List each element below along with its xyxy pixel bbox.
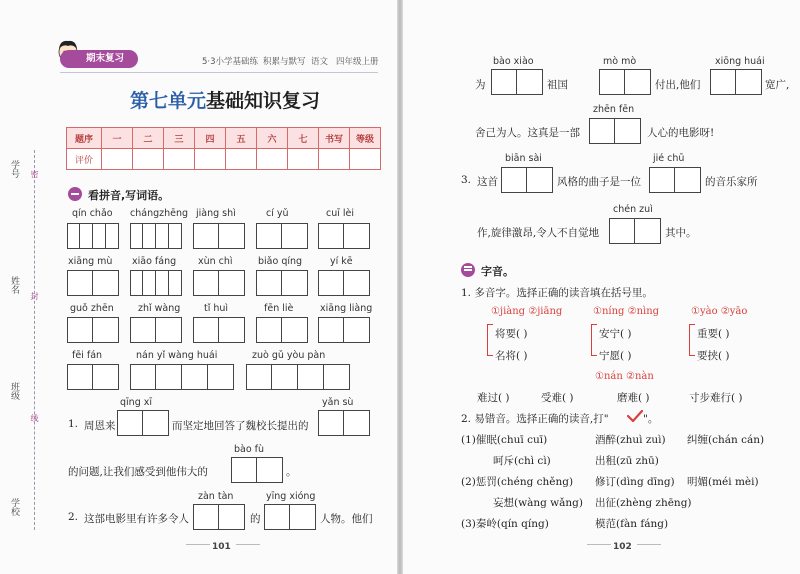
answer-boxes[interactable] <box>67 317 119 343</box>
cut-mark: 线 <box>30 414 39 422</box>
pinyin-label: nán yǐ wàng huái <box>136 350 218 361</box>
question-number: 1. <box>68 418 79 430</box>
answer-boxes[interactable] <box>599 69 651 95</box>
page-number-bar <box>587 544 611 545</box>
question-text: 2. 易错音。选择正确的读音,打" <box>461 413 609 425</box>
pronunciation-choice[interactable]: 呵斥(chì cì) <box>493 455 551 467</box>
score-input-cell[interactable] <box>226 149 257 170</box>
pronunciation-choice[interactable]: 修订(dìng dīng) <box>595 476 675 488</box>
answer-boxes[interactable] <box>130 317 182 343</box>
answer-boxes[interactable] <box>193 223 245 249</box>
polyphone-item[interactable]: 名将( ) <box>495 350 528 362</box>
pinyin-label: fēi fán <box>72 350 103 361</box>
subject-name: 积累与默写 <box>263 57 306 67</box>
pronunciation-choice[interactable]: 出租(zū zhū) <box>595 455 659 467</box>
bracket <box>591 324 597 356</box>
section-one-title: 看拼音,写词语。 <box>88 189 170 202</box>
question-text: "。 <box>643 413 659 425</box>
sentence-text: 人物。他们 <box>320 513 373 525</box>
pronunciation-options: ①jiàng ②jiāng <box>491 306 563 317</box>
course-name: 语文 <box>311 57 329 67</box>
polyphone-item[interactable]: 难过( ) <box>477 392 510 404</box>
score-header-cell: 一 <box>102 128 133 149</box>
answer-boxes[interactable] <box>130 223 182 249</box>
polyphone-item[interactable]: 要挟( ) <box>697 350 730 362</box>
pinyin-label: bào fù <box>234 444 265 455</box>
pinyin-label: zhēn fēn <box>593 104 635 115</box>
pinyin-label: jiàng shì <box>196 208 236 219</box>
answer-boxes[interactable] <box>193 270 245 296</box>
sentence-text: 祖国 <box>547 79 568 91</box>
sentence-text: 这首 <box>477 176 498 188</box>
sentence-text: 而坚定地回答了魏校长提出的 <box>172 420 309 432</box>
sentence-text: 。 <box>286 466 297 478</box>
series-name: 5·3小学基础练 <box>202 57 259 67</box>
pinyin-label: yǎn sù <box>322 397 354 408</box>
school-label: 学校 <box>9 498 19 516</box>
polyphone-item[interactable]: 将要( ) <box>495 328 528 340</box>
sentence-text: 作,旋律激昂,令人不自觉地 <box>477 227 600 239</box>
cut-mark: 封 <box>30 292 39 300</box>
pinyin-label: xiāng liàng <box>320 303 373 314</box>
page-number-bar <box>186 544 210 545</box>
answer-boxes[interactable] <box>318 270 370 296</box>
sentence-text: 这部电影里有许多令人 <box>84 513 189 525</box>
answer-boxes[interactable] <box>589 118 641 144</box>
section-one-badge <box>68 187 82 201</box>
pinyin-label: chángzhēng <box>130 208 189 219</box>
pinyin-label: tǐ huì <box>204 303 229 314</box>
student-info-sidebar <box>0 0 46 574</box>
score-input-cell[interactable] <box>195 149 226 170</box>
sentence-text: 风格的曲子是一位 <box>557 176 641 188</box>
score-input-cell[interactable] <box>319 149 350 170</box>
page-number: 101 <box>212 542 231 552</box>
student-id-label: 学号 <box>9 160 19 178</box>
pinyin-label: mò mò <box>603 56 637 67</box>
pronunciation-options: ①níng ②nìng <box>593 306 660 317</box>
score-header-cell: 题序 <box>67 128 102 149</box>
pinyin-label: qín chǎo <box>72 208 113 219</box>
section-two-badge <box>461 263 475 277</box>
answer-boxes[interactable] <box>318 317 370 343</box>
pinyin-label: xùn chì <box>198 256 233 267</box>
score-header-cell: 等级 <box>350 128 381 149</box>
answer-boxes[interactable] <box>130 270 182 296</box>
sentence-text: 的 <box>250 513 261 525</box>
answer-boxes[interactable] <box>256 270 308 296</box>
pinyin-label: zàn tàn <box>198 491 234 502</box>
sentence-text: 周恩来 <box>84 420 116 432</box>
pinyin-label: xiāo fáng <box>132 256 177 267</box>
score-header-cell: 五 <box>226 128 257 149</box>
title-rest: 基础知识复习 <box>206 90 321 112</box>
score-header-cell: 三 <box>164 128 195 149</box>
polyphone-item[interactable]: 宁愿( ) <box>599 350 632 362</box>
title-unit: 第七单元 <box>130 90 207 112</box>
pinyin-label: fēn liè <box>264 303 294 314</box>
score-header-cell: 六 <box>257 128 288 149</box>
score-header-cell: 四 <box>195 128 226 149</box>
page-title <box>130 86 320 113</box>
question-number: 3. <box>461 174 472 186</box>
answer-boxes[interactable] <box>67 364 119 390</box>
score-header-cell: 书写 <box>319 128 350 149</box>
pronunciation-choice[interactable]: (2)惩罚(chéng chěng) <box>461 476 574 488</box>
pronunciation-choice[interactable]: 酒醉(zhuì zuì) <box>595 434 666 446</box>
pinyin-label: cí yǔ <box>266 208 289 219</box>
answer-boxes[interactable] <box>649 167 701 193</box>
polyphone-item[interactable]: 重要( ) <box>697 328 730 340</box>
score-header-cell: 七 <box>288 128 319 149</box>
pronunciation-choice[interactable]: 模范(fàn fáng) <box>595 518 669 530</box>
check-mark-icon <box>627 410 643 422</box>
answer-boxes[interactable] <box>318 223 370 249</box>
cut-line <box>34 150 35 530</box>
class-label: 班级 <box>9 382 19 400</box>
answer-boxes[interactable] <box>193 317 245 343</box>
page-number-bar <box>236 544 260 545</box>
score-input-cell[interactable] <box>133 149 164 170</box>
sentence-text: 宽广, <box>765 79 790 91</box>
score-input-cell[interactable] <box>288 149 319 170</box>
pinyin-label: cuī lèi <box>326 208 355 219</box>
sentence-text: 为 <box>475 79 486 91</box>
answer-boxes[interactable] <box>264 504 316 530</box>
bracket <box>487 324 493 356</box>
pronunciation-choice[interactable]: (1)催眠(chuī cuī) <box>461 434 548 446</box>
sentence-text: 人心的电影呀! <box>647 127 715 139</box>
score-input-cell[interactable] <box>257 149 288 170</box>
right-page <box>403 0 800 574</box>
score-input-cell[interactable] <box>102 149 133 170</box>
polyphone-item[interactable]: 寸步难行( ) <box>689 392 743 404</box>
answer-boxes[interactable] <box>67 270 119 296</box>
header-rule <box>60 72 378 73</box>
answer-boxes[interactable] <box>67 223 119 249</box>
grade-name: 四年级上册 <box>336 57 379 67</box>
pronunciation-choice[interactable]: 明媚(méi mèi) <box>687 476 759 488</box>
bracket <box>689 324 695 356</box>
answer-boxes[interactable] <box>117 410 169 436</box>
pinyin-label: yí kē <box>330 256 353 267</box>
pinyin-label: biān sài <box>505 153 542 164</box>
name-label: 姓名 <box>9 276 19 294</box>
sentence-text: 舍己为人。这真是一部 <box>475 127 580 139</box>
pinyin-label: zhǐ wàng <box>138 303 181 314</box>
pinyin-label: jié chū <box>653 153 685 164</box>
answer-boxes[interactable] <box>318 410 370 436</box>
sentence-text: 其中。 <box>665 227 697 239</box>
pronunciation-choice[interactable]: (3)秦岭(qín qíng) <box>461 518 549 530</box>
answer-boxes[interactable] <box>609 218 661 244</box>
pinyin-label: biǎo qíng <box>258 256 303 267</box>
section-two-title: 字音。 <box>481 265 514 278</box>
pronunciation-choice[interactable]: 出征(zhèng zhēng) <box>595 497 692 509</box>
polyphone-item[interactable]: 磨难( ) <box>617 392 650 404</box>
answer-boxes[interactable] <box>710 69 762 95</box>
score-row-label: 评价 <box>67 149 102 170</box>
question-text: 1. 多音字。选择正确的读音填在括号里。 <box>461 287 653 299</box>
pinyin-label: yīng xióng <box>266 491 316 502</box>
answer-boxes[interactable] <box>256 317 308 343</box>
pinyin-label: xiōng huái <box>715 56 765 67</box>
pronunciation-options: ①yào ②yāo <box>691 306 748 317</box>
answer-boxes[interactable] <box>193 504 245 530</box>
section-tag: 期末复习 <box>60 50 138 68</box>
pronunciation-choice[interactable]: 妄想(wàng wǎng) <box>493 497 583 509</box>
answer-boxes[interactable] <box>231 457 283 483</box>
pinyin-label: qīng xī <box>120 397 153 408</box>
answer-boxes[interactable] <box>256 223 308 249</box>
pronunciation-choice[interactable]: 纠缠(chán cán) <box>687 434 765 446</box>
pinyin-label: xiāng mù <box>68 256 113 267</box>
sentence-text: 付出,他们 <box>655 79 701 91</box>
sentence-text: 的音乐家所 <box>705 176 758 188</box>
sentence-text: 的问题,让我们感受到他伟大的 <box>68 466 208 478</box>
pronunciation-options: ①nán ②nàn <box>595 371 654 382</box>
pinyin-label: zuò gǔ yòu pàn <box>252 350 326 361</box>
pinyin-label: bào xiào <box>493 56 534 67</box>
score-input-cell[interactable] <box>350 149 381 170</box>
page-number-bar <box>637 544 661 545</box>
page-number: 102 <box>613 542 632 552</box>
polyphone-item[interactable]: 安宁( ) <box>599 328 632 340</box>
answer-boxes[interactable] <box>491 69 543 95</box>
answer-boxes[interactable] <box>246 364 350 390</box>
score-table <box>66 127 381 170</box>
polyphone-item[interactable]: 受难( ) <box>541 392 574 404</box>
score-input-cell[interactable] <box>164 149 195 170</box>
left-page <box>0 0 397 574</box>
cut-mark: 密 <box>30 170 39 178</box>
pinyin-label: chén zuì <box>613 204 653 215</box>
pinyin-label: guǒ zhēn <box>70 303 114 314</box>
score-header-cell: 二 <box>133 128 164 149</box>
answer-boxes[interactable] <box>501 167 553 193</box>
answer-boxes[interactable] <box>130 364 234 390</box>
question-number: 2. <box>68 511 79 523</box>
